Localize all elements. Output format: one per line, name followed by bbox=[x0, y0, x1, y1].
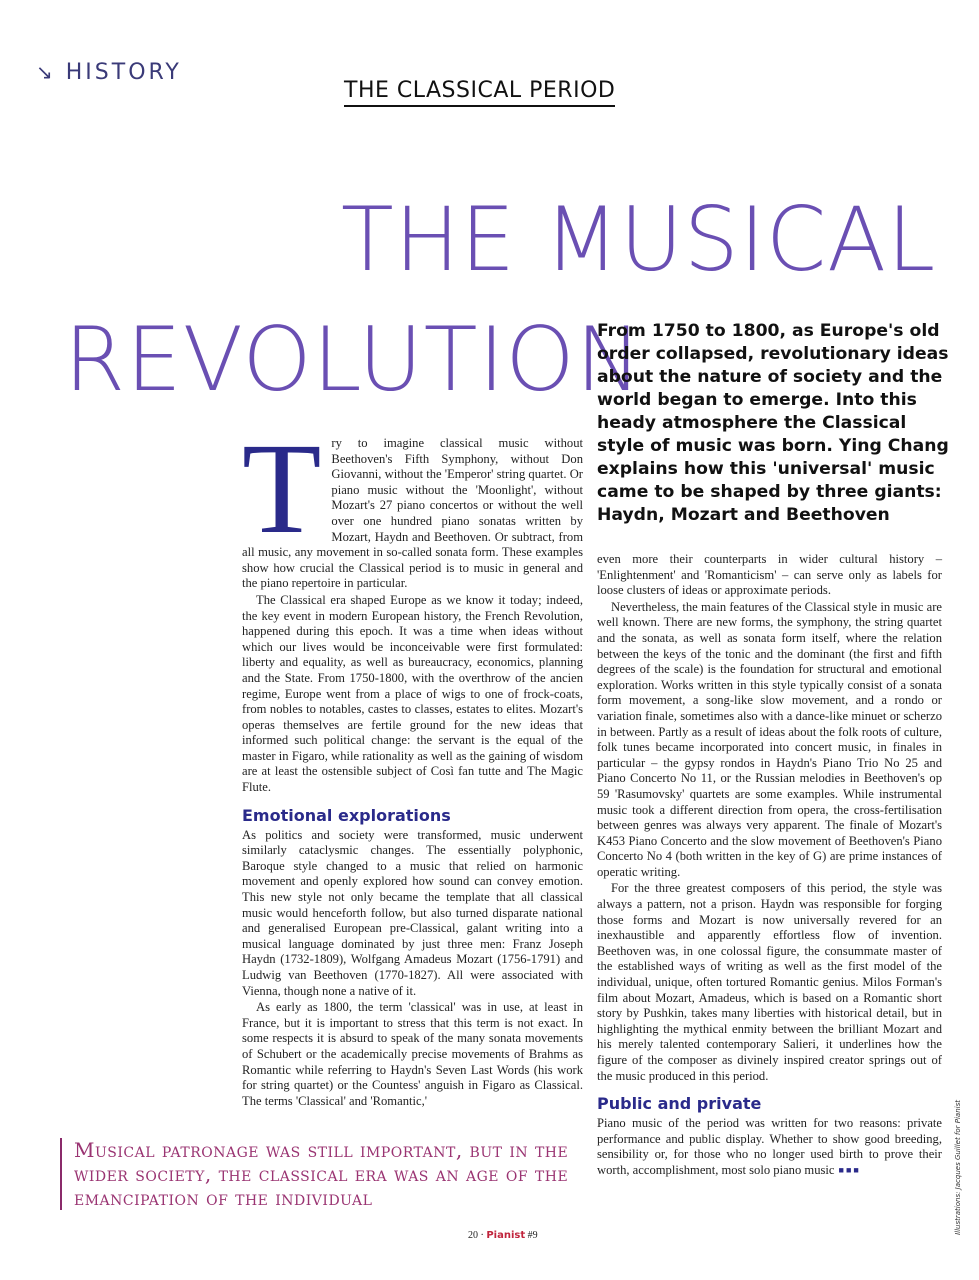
paragraph: As politics and society were transformed, music underwent similarly cataclysmic changes. The essentially polyphonic, Baroque style changed to a music that relied on harmonic movement and openly explored how sound can convey emotion. This new style not only became the template that all classical music would henceforth follow, but also turned disparate national and generalised European pre-Classical, galant writing into a musical language dominated by just three men: Franz Joseph Haydn (1732-1809), Wolfgang Amadeus Mozart (1756-1791) and Ludwig van Beethoven (1770-1827). All were associated with Vienna, though none a native of it. bbox=[242, 827, 583, 998]
left-column bbox=[242, 417, 583, 1110]
issue-number: #9 bbox=[527, 1230, 538, 1241]
section-tag-label: HISTORY bbox=[65, 60, 182, 85]
subheading: Emotional explorations bbox=[242, 805, 451, 825]
illustration-credit: Illustrations: Jacques Guillet for Pianist bbox=[954, 1100, 962, 1235]
paragraph: Nevertheless, the main features of the Classical style in music are well known. There are new forms, the symphony, the string quartet and the sonata, as well as sonata form itself, where the relation between the keys of the tonic and the dominant (the first and fifth degrees of the scale) is the foundation for structural and emotional exploration. Works written in this style typically consist of a sonata form movement, a song-like slow movement, and a rondo or variation finale, sometimes also with a dance-like minuet or scherzo in between. Partly as a result of ideas about the folk roots of culture, folk tunes became incorporated into concert music, in finales in particular – the gypsy rondos in Haydn's Piano Trio No 25 and Piano Concerto No 11, or the Russian melodies in Beethoven's op 59 'Rasumovsky' quartets are some examples. While instrumental music took a different direction from opera, the cross-fertilisation between genres was always very apparent. The finale of Mozart's K453 Piano Concerto and the slow movement of Beethoven's Piano Concerto No 4 (both written in the key of G) are prime instances of operatic writing. bbox=[597, 599, 942, 879]
headline-line-2: REVOLUTION bbox=[64, 308, 643, 411]
drop-cap: T bbox=[242, 417, 322, 561]
page-number: 20 bbox=[468, 1230, 478, 1241]
standfirst: From 1750 to 1800, as Europe's old order collapsed, revolutionary ideas about the nature of society and the world began to emerge. Into this heady atmosphere the Classical style of music was born. Ying Chang explains how this 'universal' music came to be shaped by three giants: Haydn, Mozart and Beethoven bbox=[597, 321, 949, 525]
arrow-down-right-icon: ↘ bbox=[36, 60, 56, 84]
paragraph: As early as 1800, the term 'classical' was in use, at least in France, but it is important to stress that this term is not exact. In some respects it is absurd to speak of the many sonata movements of Schubert or the academically precise movements of Brahms as Romantic while referring to Haydn's Seven Last Words (his work for string quartet) or the Countess' anguish in Figaro as Classical. The terms 'Classical' and 'Romantic,' bbox=[242, 1000, 583, 1108]
paragraph-last bbox=[597, 1116, 942, 1179]
paragraph: ry to imagine classical music without Beethoven's Fifth Symphony, without Don Giovanni, without the 'Emperor' string quartet. Or piano music without the 'Moonlight', without Mozart's 27 piano concertos or without the well over one hundred piano sonatas written by Mozart, Haydn and Beethoven. Or subtract, from all music, any movement in so-called sonata form. These examples show how crucial the Classical period is to music in general and the piano repertoire in particular. bbox=[242, 436, 583, 591]
period-title: THE CLASSICAL PERIOD bbox=[344, 78, 615, 107]
magazine-name: Pianist bbox=[486, 1230, 526, 1241]
folio: 20 · Pianist #9 bbox=[468, 1230, 538, 1241]
paragraph: even more their counterparts in wider cultural history – 'Enlightenment' and 'Romanticism' – can serve only as labels for loose clusters of ideas or approximate periods. bbox=[597, 552, 942, 598]
pull-quote: Musical patronage was still important, but in the wider society, the classical era was an age of the emancipation of the individual bbox=[60, 1138, 574, 1210]
subheading: Public and private bbox=[597, 1094, 762, 1114]
paragraph: For the three greatest composers of this period, the style was always a pattern, not a prison. Haydn was responsible for forging those forms and Mozart is now universally revered for an inexhaustible and apparently effortless flow of invention. Beethoven was, in one colossal figure, the consummate master of the established ways of writing as well as the first model of the individual, unique, often tortured Romantic genius. Milos Forman's film about Mozart, Amadeus, which is based on a Romantic short story by Pushkin, takes many liberties with historical detail, but in highlighting the mythical enmity between the brilliant Mozart and his merely talented contemporary Salieri, it underlines how the figure of the composer as divinely inspired creator springs out of the music produced in this period. bbox=[597, 881, 942, 1083]
paragraph: The Classical era shaped Europe as we know it today; indeed, the key event in modern European history, the French Revolution, happened during this epoch. It was a time when ideas without which our lives would be inconceivable were first formulated: liberty and equality, as well as bureaucracy, economics, planning and the State. From 1750-1800, with the overthrow of the ancien regime, Europe went from a place of wigs to one of frock-coats, from nobles to notables, castes to classes, estates to elites. Mozart's operas themselves are fertile ground for the new ideas that informed such political change: the servant is the equal of the master in Figaro, while rationality as well as the gaining of wisdom are at least the ostensible subject of Così fan tutte and The Magic Flute. bbox=[242, 592, 583, 795]
end-marks-icon: ■■■ bbox=[838, 1165, 861, 1176]
headline-line-1: THE MUSICAL bbox=[341, 188, 937, 291]
paragraph-text: Piano music of the period was written for two reasons: private performance and public display. Whether to show good breeding, sensibility or, for those who no longer used birth to prove their worth, accomplishment, most solo piano music bbox=[597, 1116, 942, 1177]
section-tag bbox=[36, 60, 182, 85]
right-column bbox=[597, 552, 942, 1180]
